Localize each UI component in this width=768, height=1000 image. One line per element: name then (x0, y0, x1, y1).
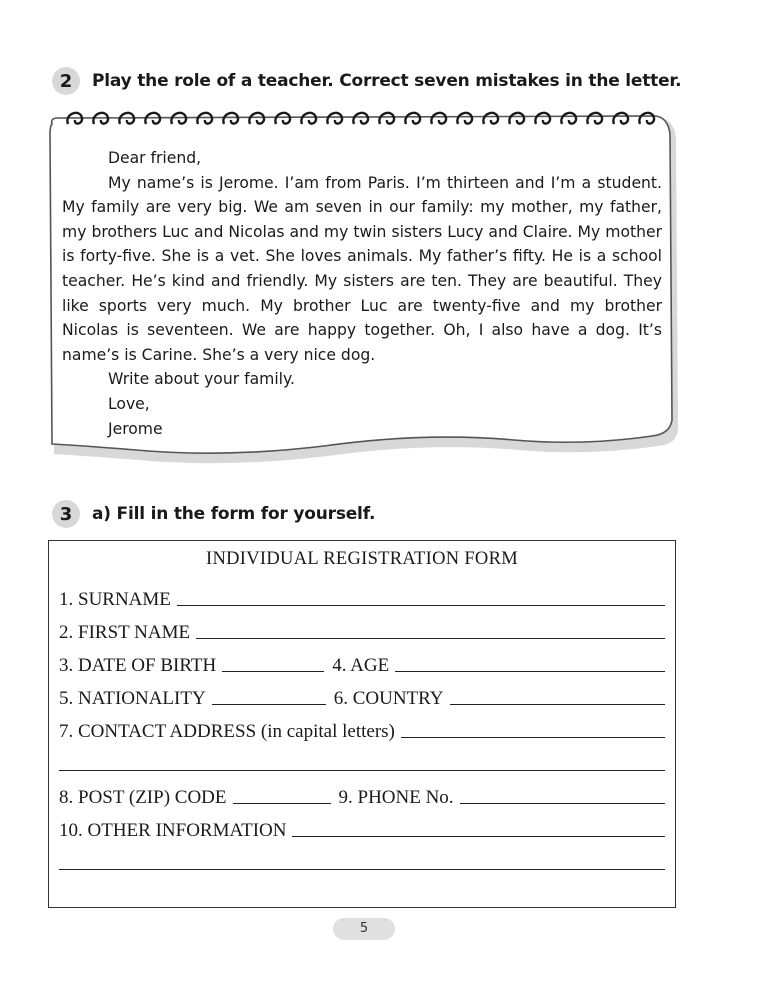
task-number-badge: 3 (52, 500, 80, 528)
date-of-birth-field[interactable] (222, 670, 324, 672)
phone-label: 9. PHONE No. (338, 787, 454, 808)
post-code-label: 8. POST (ZIP) CODE (59, 787, 227, 808)
first-name-label: 2. FIRST NAME (59, 622, 191, 643)
spiral-binding-icon (62, 106, 662, 134)
letter-signature: Jerome (108, 419, 163, 438)
form-row-post-phone (59, 779, 665, 809)
letter-body-paragraph: My name’s is Jerome. I’am from Paris. I’m thirteen and I’m a student. My family are very big. We am seven in our family: my mother, my father, my brothers Luc and Nicolas and my twin sisters Lucy and Claire. My mother is forty-five. She is a vet. She loves animals. My father’s fifty. He is a school teacher. He’s kind and friendly. My sisters are ten. They are beautiful. They like sports very much. My brother Luc are twenty-five and my brother Nicolas is seventeen. We are happy together. Oh, I also have a dog. It’s name’s is Carine. She’s a very nice dog. (62, 173, 662, 364)
form-row-other-information-continued (59, 845, 665, 875)
surname-field[interactable] (177, 604, 665, 606)
first-name-field[interactable] (196, 637, 665, 639)
letter-closing-line: Write about your family. (108, 370, 295, 389)
form-row-surname (59, 581, 665, 611)
surname-label: 1. SURNAME (59, 589, 171, 610)
country-field[interactable] (450, 703, 666, 705)
form-row-dob-age (59, 647, 665, 677)
other-information-label: 10. OTHER INFORMATION (59, 820, 287, 841)
task-number-badge: 2 (52, 67, 80, 95)
letter-text (62, 146, 662, 441)
form-title: INDIVIDUAL REGISTRATION FORM (206, 549, 518, 569)
date-of-birth-label: 3. DATE OF BIRTH (59, 655, 217, 676)
nationality-label: 5. NATIONALITY (59, 688, 206, 709)
other-information-field-line-2[interactable] (59, 868, 665, 870)
page-number: 5 (333, 918, 395, 940)
contact-address-field[interactable] (401, 736, 665, 738)
nationality-field[interactable] (212, 703, 326, 705)
letter-greeting: Dear friend, (108, 149, 202, 167)
form-row-contact-address-continued (59, 746, 665, 776)
contact-address-field-line-2[interactable] (59, 769, 665, 771)
form-row-other-information (59, 812, 665, 842)
other-information-field[interactable] (292, 835, 665, 837)
task-3-header (52, 500, 375, 528)
task-2-header (52, 67, 681, 95)
contact-address-label: 7. CONTACT ADDRESS (in capital letters) (59, 721, 395, 742)
form-row-first-name (59, 614, 665, 644)
phone-field[interactable] (460, 802, 665, 804)
post-code-field[interactable] (233, 802, 331, 804)
country-label: 6. COUNTRY (333, 688, 444, 709)
form-row-contact-address (59, 713, 665, 743)
task-instruction: a) Fill in the form for yourself. (92, 504, 376, 524)
registration-form (48, 540, 676, 908)
form-row-nationality-country (59, 680, 665, 710)
age-field[interactable] (395, 670, 665, 672)
letter-signoff: Love, (108, 394, 150, 413)
age-label: 4. AGE (332, 655, 390, 676)
task-instruction: Play the role of a teacher. Correct seven mistakes in the letter. (92, 71, 682, 91)
